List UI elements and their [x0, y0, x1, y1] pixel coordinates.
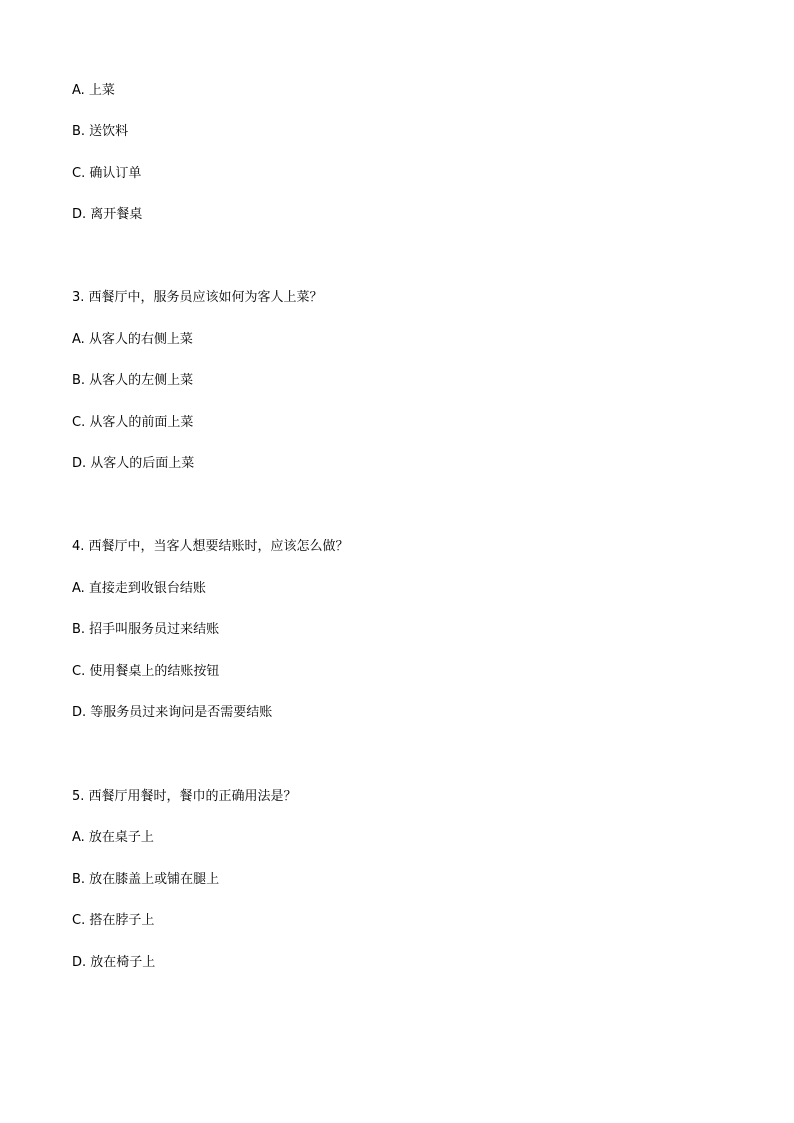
- question-5-option-a: A. 放在桌子上: [72, 830, 154, 845]
- question-4-option-d: D. 等服务员过来询问是否需要结账: [72, 705, 273, 720]
- question-5-option-d: D. 放在椅子上: [72, 955, 156, 970]
- question-5-option-b: B. 放在膝盖上或铺在腿上: [72, 872, 220, 887]
- question-3-text: 3. 西餐厅中，服务员应该如何为客人上菜？: [72, 290, 323, 305]
- question-4-text: 4. 西餐厅中，当客人想要结账时，应该怎么做？: [72, 539, 349, 554]
- prev-question-option-d: D. 离开餐桌: [72, 207, 143, 222]
- question-5-option-c: C. 搭在脖子上: [72, 913, 155, 928]
- question-3-option-a: A. 从客人的右侧上菜: [72, 332, 193, 347]
- question-5-text: 5. 西餐厅用餐时，餐巾的正确用法是？: [72, 789, 297, 804]
- prev-question-option-a: A. 上菜: [72, 83, 115, 98]
- question-3-option-c: C. 从客人的前面上菜: [72, 415, 194, 430]
- prev-question-option-b: B. 送饮料: [72, 124, 129, 139]
- prev-question-option-c: C. 确认订单: [72, 166, 142, 181]
- question-4-option-b: B. 招手叫服务员过来结账: [72, 622, 220, 637]
- question-3-option-d: D. 从客人的后面上菜: [72, 456, 195, 471]
- question-4-option-a: A. 直接走到收银台结账: [72, 581, 206, 596]
- question-4-option-c: C. 使用餐桌上的结账按钮: [72, 664, 220, 679]
- question-3-option-b: B. 从客人的左侧上菜: [72, 373, 194, 388]
